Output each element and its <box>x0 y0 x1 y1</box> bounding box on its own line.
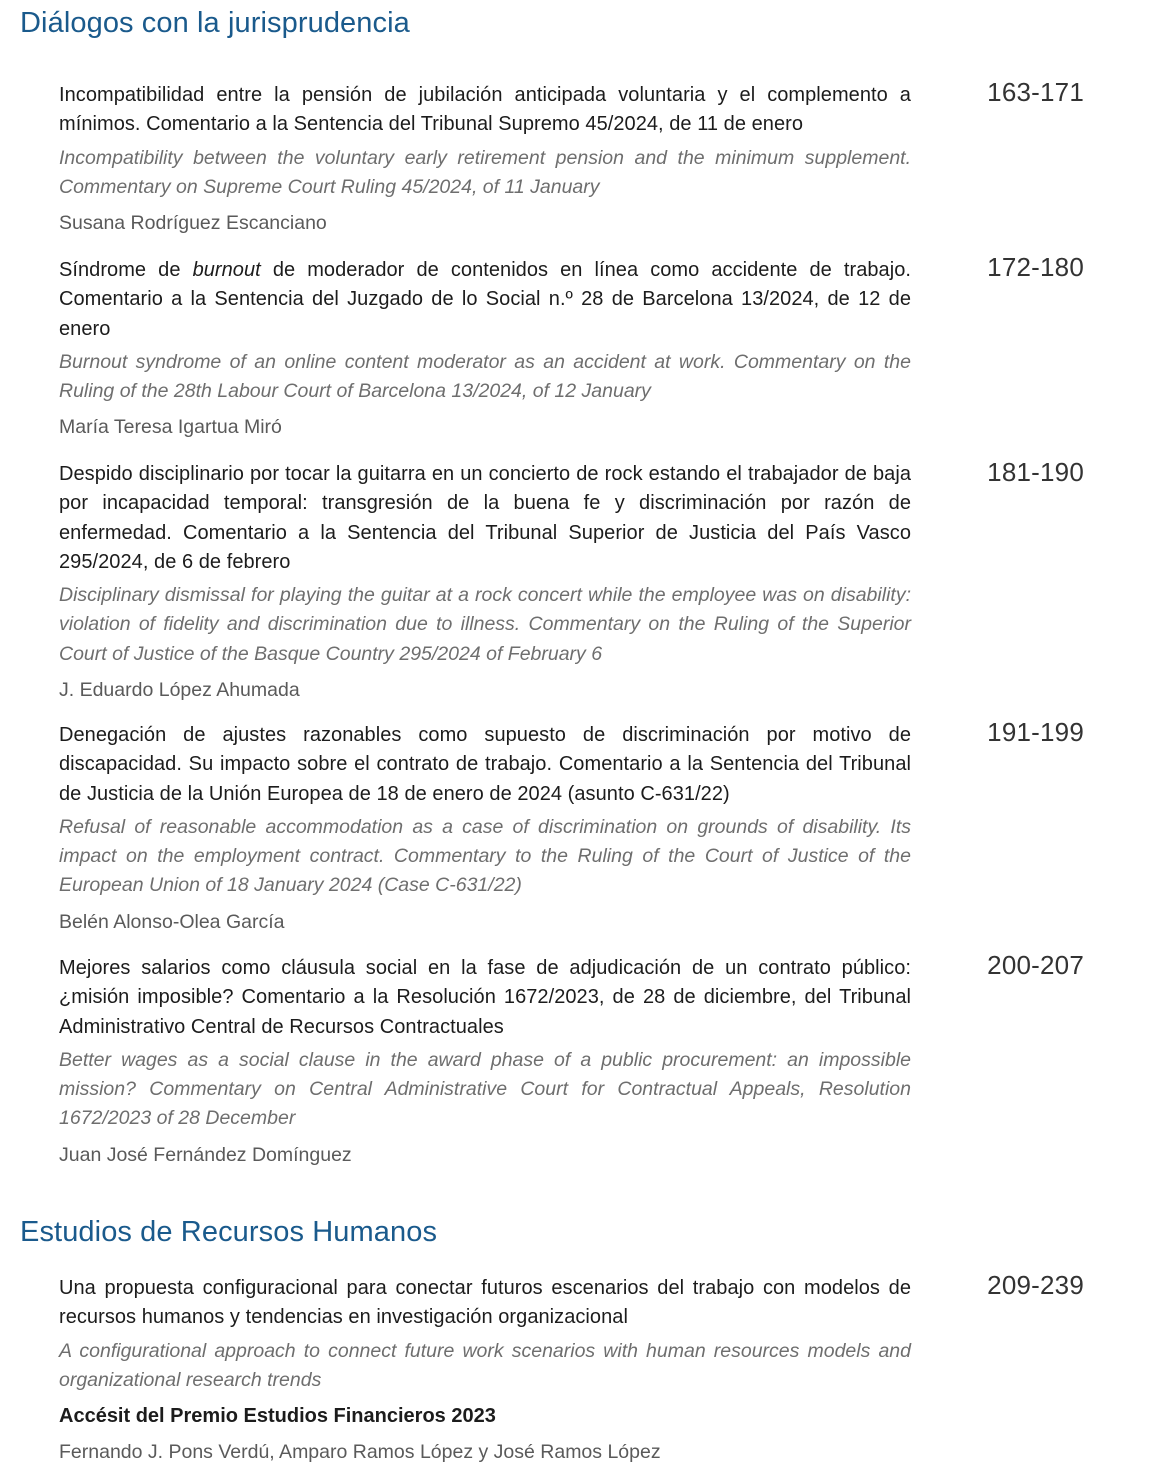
toc-entry[interactable] <box>59 954 911 1170</box>
toc-entry[interactable] <box>59 1274 911 1467</box>
entry-title-en: Better wages as a social clause in the award phase of a public procurement: an impossible mission? Commentary on Central Administrative Court for Contractual Appeals, Resolution 1672/2023 of 28 December <box>59 1048 911 1130</box>
entry-pages: 209-239 <box>987 1270 1084 1300</box>
entry-title-es-emphasis: burnout <box>192 259 261 281</box>
entry-title-es[interactable] <box>59 256 911 344</box>
entry-title-en: Refusal of reasonable accommodation as a case of discrimination on grounds of disability. Its impact on the employment contract. Commentary to the Ruling of the Court of Justice of the European Union of 18 January 2024 (Case C-631/22) <box>59 815 911 897</box>
entry-author: Belén Alonso-Olea García <box>59 910 285 933</box>
entry-pages: 172-180 <box>987 252 1084 282</box>
entry-author: Susana Rodríguez Escanciano <box>59 212 327 235</box>
entry-pages: 191-199 <box>987 717 1084 747</box>
entry-author: Fernando J. Pons Verdú, Amparo Ramos López y José Ramos López <box>59 1441 661 1464</box>
entry-author: J. Eduardo López Ahumada <box>59 679 300 702</box>
entry-author: María Teresa Igartua Miró <box>59 416 282 439</box>
entry-title-en: Burnout syndrome of an online content moderator as an accident at work. Commentary on the Ruling of the 28th Labour Court of Barcelona 13/2024, of 12 January <box>59 350 911 403</box>
entry-title-en: Disciplinary dismissal for playing the guitar at a rock concert while the employee was on disability: violation of fidelity and discrimination due to illness. Commentary on the Ruling of the Superior Court of Justice of the Basque Country 295/2024 of February 6 <box>59 584 911 665</box>
entry-title-es[interactable]: Una propuesta configuracional para conectar futuros escenarios del trabajo con modelos de recursos humanos y tendencias en investigación organizacional <box>59 1277 911 1329</box>
toc-entry[interactable] <box>59 460 911 705</box>
toc-entry[interactable] <box>59 81 911 238</box>
entry-title-en: Incompatibility between the voluntary early retirement pension and the minimum supplement. Commentary on Supreme Court Ruling 45/2024, of 11 January <box>59 146 911 198</box>
entry-pages: 200-207 <box>987 950 1084 980</box>
toc-entry[interactable] <box>59 721 911 937</box>
entry-title-es[interactable]: Denegación de ajustes razonables como supuesto de discriminación por motivo de discapacidad. Su impacto sobre el contrato de trabajo. Comentario a la Sentencia del Tribunal de Justicia de la Unión Europea de 18 de enero de 2024 (asunto C-631/22) <box>59 724 911 805</box>
section-title-estudios-rrhh: Estudios de Recursos Humanos <box>20 1216 438 1248</box>
section-title-dialogos: Diálogos con la jurisprudencia <box>20 7 410 39</box>
entry-title-es-part: de moderador de contenidos en línea como accidente de trabajo. Comentario a la Sentencia del Juzgado de lo Social n.º 28 de Barcelona 13/2024, de 12 de enero <box>59 259 912 340</box>
entry-title-en: A configurational approach to connect future work scenarios with human resources models and organizational research trends <box>59 1339 911 1391</box>
entry-title-es[interactable]: Incompatibilidad entre la pensión de jubilación anticipada voluntaria y el complemento a mínimos. Comentario a la Sentencia del Tribunal Supremo 45/2024, de 11 de enero <box>59 84 911 136</box>
entry-author: Juan José Fernández Domínguez <box>59 1143 352 1166</box>
entry-title-es[interactable]: Despido disciplinario por tocar la guitarra en un concierto de rock estando el trabajador de baja por incapacidad temporal: transgresión de la buena fe y discriminación por razón de enfermedad. Comentario a la Sentencia del Tribunal Superior de Justicia del País Vasco 295/2024, de 6 de febrero <box>59 463 911 573</box>
entry-award: Accésit del Premio Estudios Financieros 2023 <box>59 1405 496 1428</box>
entry-title-es[interactable]: Mejores salarios como cláusula social en la fase de adjudicación de un contrato público: ¿misión imposible? Comentario a la Resolución 1672/2023, de 28 de diciembre, del Tribunal Administrativo Central de Recursos Contractuales <box>59 957 911 1038</box>
toc-entry[interactable] <box>59 256 911 442</box>
entry-title-es-part: Síndrome de <box>59 259 193 281</box>
entry-pages: 181-190 <box>987 457 1084 487</box>
entry-pages: 163-171 <box>987 77 1084 107</box>
